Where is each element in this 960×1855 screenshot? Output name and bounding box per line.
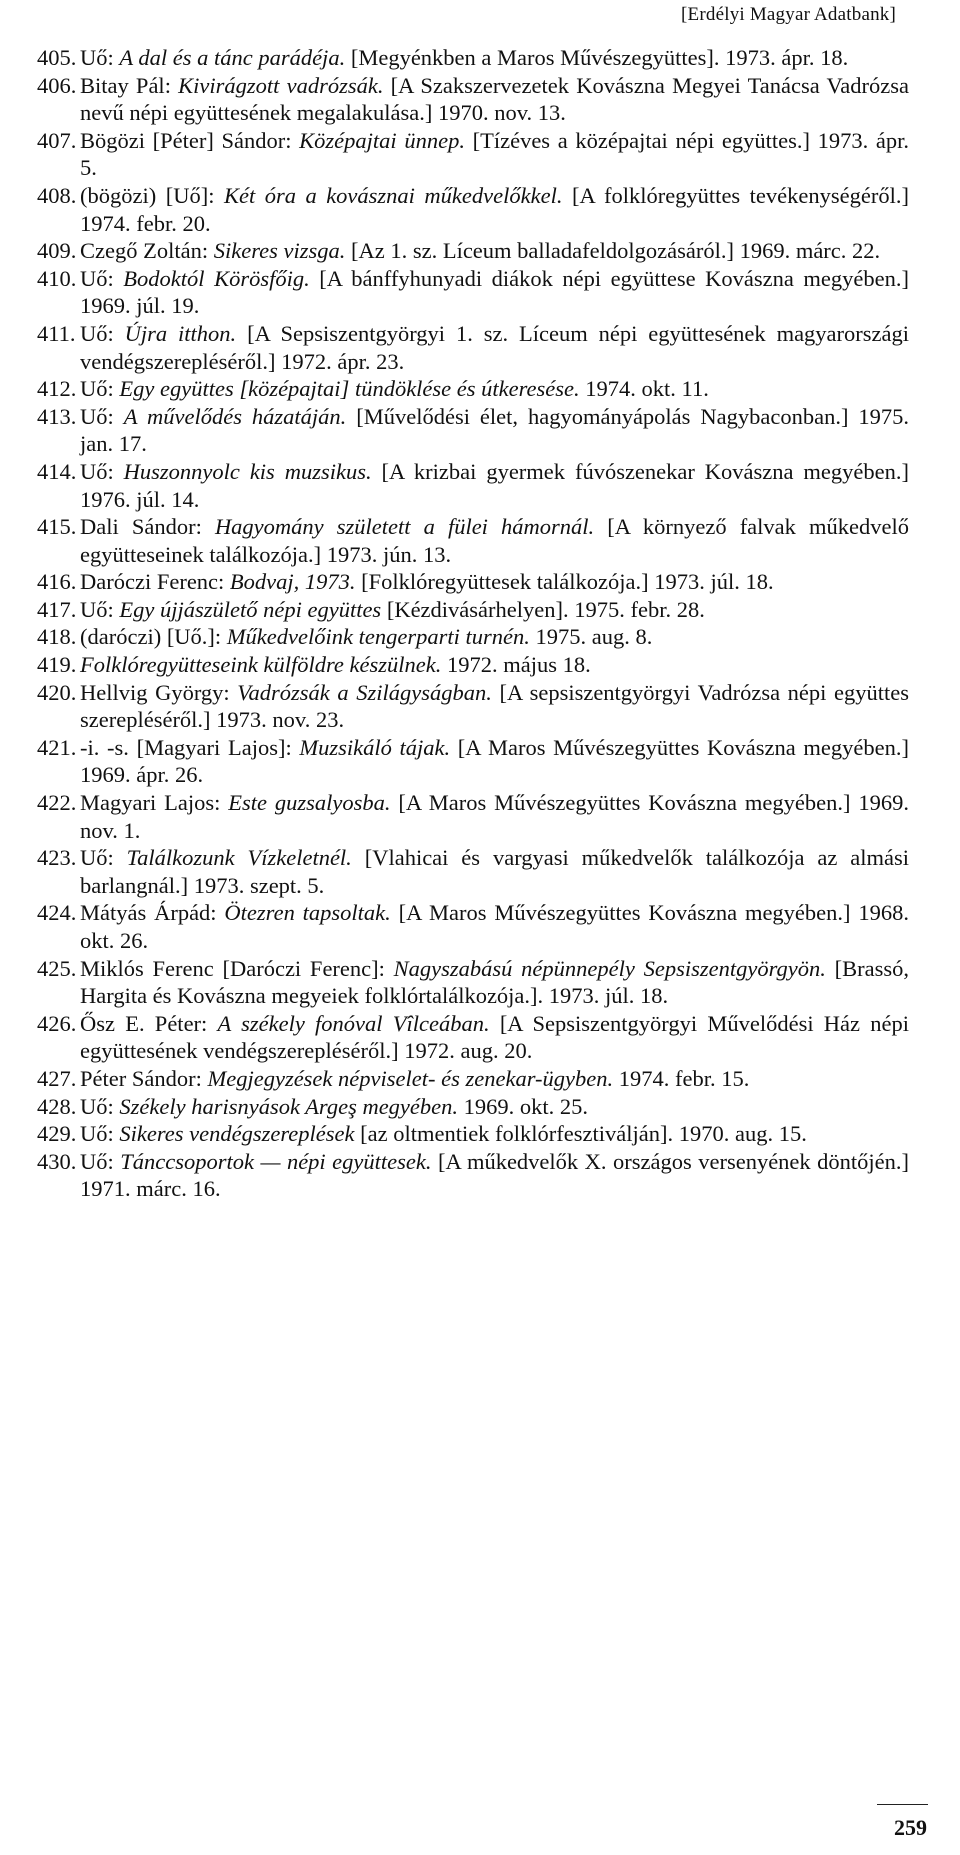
entry-details: [Folklóregyüttesek találkozója.] 1973. júl. 18. bbox=[355, 569, 774, 595]
entry-title: Huszonnyolc kis muzsikus. bbox=[123, 458, 372, 484]
entry-author: Bögözi [Péter] Sándor: bbox=[80, 127, 300, 153]
bibliography-entry bbox=[37, 127, 909, 182]
entry-title: Ötezren tapsoltak. bbox=[224, 900, 391, 926]
entry-details: [Megyénkben a Maros Művészegyüttes]. 1973. ápr. 18. bbox=[345, 45, 849, 70]
entry-author: Dali Sándor: bbox=[80, 514, 215, 540]
entry-number: 421. bbox=[37, 734, 77, 760]
entry-details: 1972. május 18. bbox=[441, 652, 591, 678]
entry-text bbox=[80, 1148, 909, 1203]
entry-text bbox=[80, 789, 909, 844]
page-header-source: [Erdélyi Magyar Adatbank] bbox=[681, 4, 896, 25]
entry-title: Hagyomány született a fülei hámornál. bbox=[214, 514, 595, 540]
entry-text bbox=[80, 265, 909, 320]
bibliography-entry bbox=[37, 375, 909, 403]
entry-title: Egy újjászülető népi együttes bbox=[119, 596, 382, 622]
bibliography-entry bbox=[37, 182, 909, 237]
entry-number: 429. bbox=[37, 1121, 77, 1147]
entry-text bbox=[80, 44, 909, 72]
entry-number: 422. bbox=[37, 790, 77, 816]
entry-author: Czegő Zoltán: bbox=[80, 238, 214, 264]
entry-details: [A Maros Művészegyüttes Kovászna megyében.] 1969. nov. 1. bbox=[80, 790, 909, 843]
bibliography-entry bbox=[37, 568, 909, 596]
entry-details: [A bánffyhunyadi diákok népi együttese Kovászna megyében.] 1969. júl. 19. bbox=[80, 265, 910, 319]
entry-author: Uő: bbox=[80, 45, 120, 70]
entry-number: 420. bbox=[37, 679, 77, 705]
entry-details: [Brassó, Hargita és Kovászna megyeiek folklórtalálkozója.]. 1973. júl. 18. bbox=[80, 955, 909, 1009]
entry-number: 411. bbox=[37, 320, 76, 346]
entry-author: Bitay Pál: bbox=[80, 72, 179, 98]
entry-author: Daróczi Ferenc: bbox=[80, 569, 230, 595]
entry-title: Vadrózsák a Szilágyságban. bbox=[237, 679, 492, 705]
entry-number: 427. bbox=[37, 1065, 77, 1091]
entry-details: [A Szakszervezetek Kovászna Megyei Tanácsa Vadrózsa nevű népi együttesének megalakulása.] 1970. nov. 13. bbox=[80, 72, 909, 126]
entry-author: Uő: bbox=[80, 1121, 120, 1147]
bibliography-entry bbox=[37, 955, 909, 1010]
bibliography-list bbox=[37, 44, 909, 1203]
entry-title: Újra itthon. bbox=[124, 320, 237, 346]
entry-details: [A sepsiszentgyörgyi Vadrózsa népi együttes szerepléséről.] 1973. nov. 23. bbox=[80, 679, 909, 733]
entry-details: 1974. febr. 15. bbox=[613, 1065, 750, 1091]
entry-number: 415. bbox=[37, 514, 77, 540]
entry-text bbox=[80, 623, 909, 651]
bibliography-entry bbox=[37, 734, 909, 789]
entry-title: Műkedvelőink tengerparti turnén. bbox=[226, 624, 530, 650]
entry-details: [A környező falvak műkedvelő együtteseinek találkozója.] 1973. jún. 13. bbox=[80, 514, 909, 567]
entry-text bbox=[80, 403, 909, 458]
entry-number: 408. bbox=[37, 182, 77, 208]
bibliography-entry bbox=[37, 1093, 909, 1121]
entry-number: 409. bbox=[37, 238, 77, 264]
bibliography-entry bbox=[37, 789, 909, 844]
entry-title: A székely fonóval Vîlceában. bbox=[217, 1010, 490, 1036]
entry-number: 407. bbox=[37, 127, 77, 153]
entry-number: 419. bbox=[37, 652, 77, 678]
entry-title: A művelődés házatáján. bbox=[123, 403, 347, 429]
entry-title: Egy együttes [középajtai] tündöklése és útkeresése. bbox=[119, 376, 580, 402]
entry-title: Bodvaj, 1973. bbox=[229, 569, 356, 595]
page-number: 259 bbox=[894, 1815, 927, 1840]
entry-title: Székely harisnyások Argeş megyében. bbox=[119, 1093, 459, 1119]
entry-details: 1974. okt. 11. bbox=[579, 376, 709, 402]
entry-text bbox=[80, 127, 909, 182]
entry-text bbox=[80, 458, 909, 513]
entry-number: 417. bbox=[37, 596, 77, 622]
bibliography-entry bbox=[37, 844, 909, 899]
entry-details: [A Sepsiszentgyörgyi 1. sz. Líceum népi együttesének magyarországi vendégszerepléséről.] 1972. ápr. 23. bbox=[80, 320, 910, 374]
entry-title: Muzsikáló tájak. bbox=[299, 734, 451, 760]
entry-title: Bodoktól Körösfőig. bbox=[123, 265, 310, 291]
entry-number: 430. bbox=[37, 1148, 77, 1174]
bibliography-entry bbox=[37, 1010, 909, 1065]
entry-title: A dal és a tánc parádéja. bbox=[119, 45, 346, 70]
entry-text bbox=[80, 1010, 909, 1065]
entry-author: Hellvig György: bbox=[80, 679, 238, 705]
bibliography-entry bbox=[37, 1120, 909, 1148]
entry-author: Uő: bbox=[80, 1148, 121, 1174]
entry-number: 405. bbox=[37, 45, 77, 70]
entry-number: 412. bbox=[37, 376, 77, 402]
entry-text bbox=[80, 955, 909, 1010]
entry-details: [A műkedvelők X. országos versenyének döntőjén.] 1971. márc. 16. bbox=[80, 1148, 910, 1202]
entry-author: Uő: bbox=[80, 265, 124, 291]
entry-number: 414. bbox=[37, 458, 77, 484]
entry-author: -i. -s. [Magyari Lajos]: bbox=[80, 734, 300, 760]
entry-text bbox=[80, 513, 909, 568]
entry-author: Miklós Ferenc [Daróczi Ferenc]: bbox=[80, 955, 394, 981]
bibliography-entry bbox=[37, 623, 909, 651]
entry-number: 410. bbox=[37, 265, 77, 291]
entry-title: Sikeres vizsga. bbox=[213, 238, 346, 264]
entry-title: Folklóregyütteseink külföldre készülnek. bbox=[80, 652, 442, 678]
bibliography-entry bbox=[37, 596, 909, 624]
entry-author: Uő: bbox=[80, 376, 120, 402]
entry-text bbox=[80, 844, 909, 899]
bibliography-entry bbox=[37, 458, 909, 513]
entry-author: Uő: bbox=[80, 458, 124, 484]
entry-author: Mátyás Árpád: bbox=[80, 900, 225, 926]
entry-author: Uő: bbox=[80, 320, 125, 346]
entry-details: [Kézdivásárhelyen]. 1975. febr. 28. bbox=[381, 596, 705, 622]
entry-text bbox=[80, 899, 909, 954]
entry-number: 426. bbox=[37, 1010, 77, 1036]
entry-number: 416. bbox=[37, 569, 77, 595]
bibliography-entry bbox=[37, 1148, 909, 1203]
entry-text bbox=[80, 375, 909, 403]
bibliography-entry bbox=[37, 320, 909, 375]
entry-details: [Művelődési élet, hagyományápolás Nagybaconban.] 1975. jan. 17. bbox=[80, 403, 910, 457]
entry-author: (daróczi) [Uő.]: bbox=[80, 624, 227, 650]
entry-author: Péter Sándor: bbox=[80, 1065, 208, 1091]
footer-divider bbox=[877, 1804, 928, 1805]
entry-text bbox=[80, 1120, 909, 1148]
entry-number: 418. bbox=[37, 624, 77, 650]
entry-author: (bögözi) [Uő]: bbox=[80, 182, 224, 208]
entry-details: [A krizbai gyermek fúvószenekar Kovászna megyében.] 1976. júl. 14. bbox=[80, 458, 910, 512]
entry-title: Találkozunk Vízkeletnél. bbox=[126, 845, 352, 871]
entry-title: Megjegyzések népviselet- és zenekar-ügyben. bbox=[207, 1065, 614, 1091]
bibliography-entry bbox=[37, 265, 909, 320]
bibliography-entry bbox=[37, 679, 909, 734]
bibliography-entry bbox=[37, 899, 909, 954]
bibliography-entry bbox=[37, 237, 909, 265]
entry-details: [Vlahicai és vargyasi műkedvelők találkozója az almási barlangnál.] 1973. szept. 5. bbox=[80, 845, 909, 898]
entry-text bbox=[80, 596, 909, 624]
entry-text bbox=[80, 651, 909, 679]
entry-text bbox=[80, 568, 909, 596]
entry-details: [az oltmentiek folklórfesztiválján]. 1970. aug. 15. bbox=[354, 1121, 807, 1147]
entry-title: Kivirágzott vadrózsák. bbox=[178, 72, 384, 98]
entry-details: [A folklóregyüttes tevékenységéről.] 1974. febr. 20. bbox=[80, 182, 909, 236]
entry-text bbox=[80, 72, 909, 127]
entry-text bbox=[80, 679, 909, 734]
entry-title: Két óra a kovásznai műkedvelőkkel. bbox=[223, 182, 563, 208]
entry-details: 1975. aug. 8. bbox=[529, 624, 653, 650]
entry-details: [Tízéves a középajtai népi együttes.] 1973. ápr. 5. bbox=[80, 127, 909, 181]
entry-text bbox=[80, 320, 909, 375]
entry-author: Ősz E. Péter: bbox=[80, 1010, 218, 1036]
entry-title: Nagyszabású népünnepély Sepsiszentgyörgyön. bbox=[393, 955, 826, 981]
entry-author: Uő: bbox=[80, 845, 127, 871]
entry-details: 1969. okt. 25. bbox=[458, 1093, 589, 1119]
entry-details: [A Maros Művészegyüttes Kovászna megyében.] 1969. ápr. 26. bbox=[80, 734, 909, 788]
entry-title: Este guzsalyosba. bbox=[228, 790, 391, 816]
entry-author: Uő: bbox=[80, 403, 124, 429]
entry-number: 406. bbox=[37, 72, 77, 98]
bibliography-entry bbox=[37, 403, 909, 458]
bibliography-entry bbox=[37, 513, 909, 568]
entry-title: Tánccsoportok — népi együttesek. bbox=[120, 1148, 432, 1174]
entry-number: 425. bbox=[37, 955, 77, 981]
entry-number: 424. bbox=[37, 900, 77, 926]
bibliography-entry bbox=[37, 651, 909, 679]
entry-author: Uő: bbox=[80, 596, 120, 622]
bibliography-entry bbox=[37, 1065, 909, 1093]
entry-details: [A Sepsiszentgyörgyi Művelődési Ház népi együttesének vendégszerepléséről.] 1972. aug. 20. bbox=[80, 1010, 909, 1064]
entry-text bbox=[80, 182, 909, 237]
entry-details: [Az 1. sz. Líceum balladafeldolgozásáról.] 1969. márc. 22. bbox=[345, 238, 881, 264]
entry-text bbox=[80, 1093, 909, 1121]
bibliography-entry bbox=[37, 44, 909, 72]
entry-text bbox=[80, 1065, 909, 1093]
entry-title: Sikeres vendégszereplések bbox=[119, 1121, 355, 1147]
entry-number: 413. bbox=[37, 403, 77, 429]
entry-text bbox=[80, 237, 909, 265]
entry-number: 428. bbox=[37, 1093, 77, 1119]
entry-title: Középajtai ünnep. bbox=[299, 127, 465, 153]
entry-text bbox=[80, 734, 909, 789]
entry-author: Magyari Lajos: bbox=[80, 790, 229, 816]
entry-author: Uő: bbox=[80, 1093, 120, 1119]
entry-details: [A Maros Művészegyüttes Kovászna megyében.] 1968. okt. 26. bbox=[80, 900, 909, 953]
bibliography-entry bbox=[37, 72, 909, 127]
entry-number: 423. bbox=[37, 845, 77, 871]
